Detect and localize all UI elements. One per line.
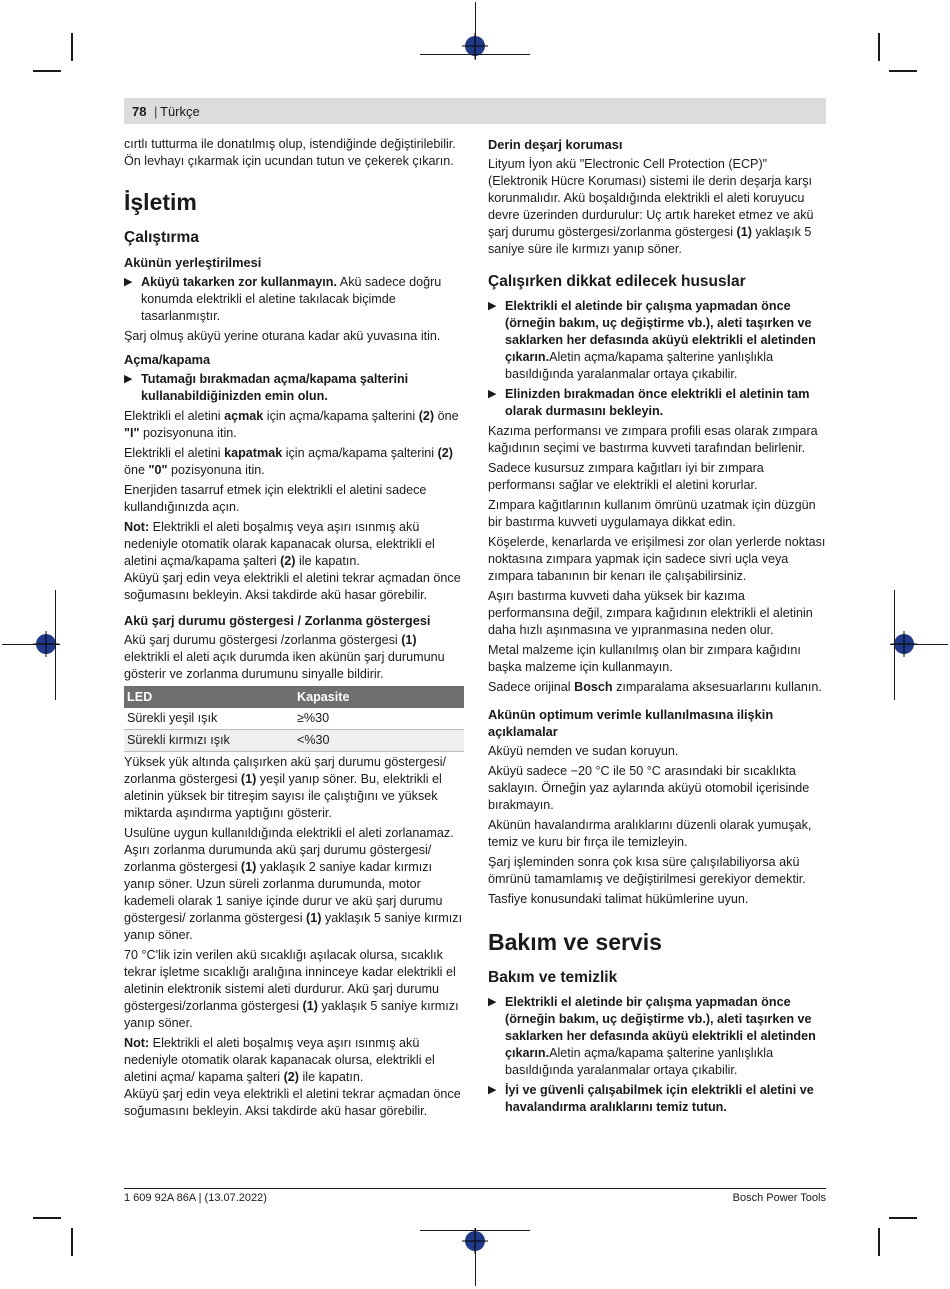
page-number: 78: [132, 104, 147, 119]
warning-bullet: [488, 1082, 826, 1116]
warning-bullet: [124, 274, 464, 325]
crop-mark: [33, 70, 61, 72]
warning-bullet: [124, 371, 464, 405]
bullet-text: Akü sadece doğru konumda elektrikli el aletine takılacak biçimde tasarlanmıştır.: [141, 275, 442, 323]
header-language: Türkçe: [160, 104, 200, 119]
paragraph-gosterge: Akü şarj durumu göstergesi /zorlanma göstergesi (1) elektrikli el aleti açık durumda iken akünün şarj durumunu gösterir ve zorlanma durumunu sinyalle bildirir.: [124, 633, 445, 681]
warning-bullet: [488, 994, 826, 1079]
section-title-bakim-servis: Bakım ve servis: [488, 929, 662, 955]
heading-akunun-yerlestirilmesi: Akünün yerleştirilmesi: [124, 255, 262, 270]
paragraph-usulune: Usulüne uygun kullanıldığında elektrikli el aleti zorlanamaz. Aşırı zorlanma durumunda akü şarj durumu göstergesi/ zorlanma göstergesi (1) yaklaşık 2 saniye kadar kırmızı yanıp söner. Uzun süreli zorlanma durumunda, motor kademeli olarak 1 saniye içinde durur ve akü şarj durumu göstergesi/ zorlanma göstergesi (1) yaklaşık 5 saniye kırmızı yanıp söner.: [124, 826, 463, 942]
paragraph: Şarj işleminden sonra çok kısa süre çalışılabiliyorsa akü ömrünü tamamlamış ve değiştirilmesi gerekiyor demektir.: [488, 855, 806, 886]
led-capacity-table: [124, 686, 464, 752]
bullet-arrow-icon: ▶: [488, 1084, 497, 1096]
bullet-bold-text: İyi ve güvenli çalışabilmek için elektrikli el aletini ve havalandırma aralıklarını temiz tutun.: [505, 1083, 814, 1114]
heading-aku-sarj-durumu: Akü şarj durumu göstergesi / Zorlanma göstergesi: [124, 613, 431, 628]
paragraph-derin: Lityum İyon akü "Electronic Cell Protection (ECP)" (Elektronik Hücre Koruması) sistemi ile derin deşarja karşı korunmalıdır. Akü boşaldığında elektrikli el aleti koruyucu devre üzerinden durdurulur: Uç artık hareket etmez ve akü şarj durumu göstergesi/zorlanma göstergesi (1) yaklaşık 5 saniye süre ile kırmızı yanıp söner.: [488, 157, 814, 256]
table-cell: Sürekli yeşil ışık: [124, 708, 294, 730]
intro-paragraph: cırtlı tutturma ile donatılmış olup, istendiğinde değiştirilebilir. Ön levhayı çıkarmak için ucundan tutun ve çekerek çıkarın.: [124, 137, 456, 168]
section-title-isletim: İşletim: [124, 189, 197, 215]
heading-derin-desarj: Derin deşarj koruması: [488, 137, 623, 152]
right-column: [488, 136, 826, 1119]
paragraph: Aküyü şarj edin veya elektrikli el aletini tekrar açmadan önce soğumasını bekleyin. Aksi takdirde akü hasar görebilir.: [124, 571, 461, 602]
registration-line: [55, 590, 56, 700]
crop-mark: [889, 1217, 917, 1219]
table-cell: ≥%30: [294, 708, 464, 730]
subsection-title-calisirken: Çalışırken dikkat edilecek hususlar: [488, 273, 746, 290]
crop-mark: [878, 33, 880, 61]
bullet-arrow-icon: ▶: [124, 276, 133, 288]
paragraph: Zımpara kağıtlarının kullanım ömrünü uzatmak için düzgün bir bastırma kuvveti uygulamaya dikkat edin.: [488, 498, 816, 529]
registration-line: [475, 2, 476, 60]
paragraph: Kazıma performansı ve zımpara profili esas olarak zımpara kağıdının seçimi ve bastırma kuvveti tarafından belirlenir.: [488, 424, 818, 455]
paragraph: Aşırı bastırma kuvveti daha yüksek bir kazıma performansına değil, zımpara kağıdının elektrikli el aletinin daha hızlı aşınmasına ve yıpranmasına neden olur.: [488, 589, 813, 637]
crop-mark: [71, 33, 73, 61]
bullet-arrow-icon: ▶: [488, 996, 497, 1008]
bullet-arrow-icon: ▶: [488, 388, 497, 400]
bullet-text: Aletin açma/kapama şalterine yanlışlıkla basıldığında yaralanmalar ortaya çıkabilir.: [505, 1046, 774, 1077]
table-cell: Sürekli kırmızı ışık: [124, 730, 294, 752]
paragraph: Şarj olmuş aküyü yerine oturana kadar akü yuvasına itin.: [124, 329, 441, 343]
paragraph-orijinal: Sadece orijinal Bosch zımparalama aksesuarlarını kullanın.: [488, 680, 822, 694]
left-column: [124, 136, 464, 1123]
crop-mark: [889, 70, 917, 72]
paragraph: Tasfiye konusundaki talimat hükümlerine uyun.: [488, 892, 749, 906]
warning-bullet: [488, 298, 826, 383]
paragraph: Aküyü şarj edin veya elektrikli el aletini tekrar açmadan önce soğumasını bekleyin. Aksi takdirde akü hasar görebilir.: [124, 1087, 461, 1118]
crop-mark: [33, 1217, 61, 1219]
note-paragraph: Not: Elektrikli el aleti boşalmış veya aşırı ısınmış akü nedeniyle otomatik olarak kapanacak olursa, elektrikli el aletini açma/kapama şalteri (2) ile kapatın.: [124, 520, 435, 568]
registration-line: [475, 1228, 476, 1286]
header-separator: |: [154, 104, 158, 119]
table-header-led: LED: [124, 686, 294, 708]
footer-brand: Bosch Power Tools: [732, 1192, 826, 1204]
warning-bullet: [488, 386, 826, 420]
paragraph: Sadece kusursuz zımpara kağıtları iyi bir zımpara performansı sağlar ve elektrikli el aletini korurlar.: [488, 461, 764, 492]
bullet-bold-text: Elektrikli el aletinde bir çalışma yapmadan önce (örneğin bakım, uç değiştirme vb.), aleti taşırken ve saklarken her defasında aküyü elektrikli el aletinden çıkarın.: [505, 995, 816, 1060]
registration-line: [420, 54, 530, 55]
table-row: [124, 730, 464, 752]
paragraph: Enerjiden tasarruf etmek için elektrikli el aletini sadece kullandığınızda açın.: [124, 483, 427, 514]
paragraph: Aküyü nemden ve sudan koruyun.: [488, 744, 679, 758]
paragraph-kapatmak: Elektrikli el aletini kapatmak için açma/kapama şalterini (2) öne "0" pozisyonuna itin.: [124, 446, 453, 477]
heading-acma-kapama: Açma/kapama: [124, 352, 211, 367]
crop-mark: [71, 1228, 73, 1256]
bullet-arrow-icon: ▶: [124, 373, 133, 385]
paragraph: Metal malzeme için kullanılmış olan bir zımpara kağıdını başka malzeme için kullanmayın.: [488, 643, 801, 674]
heading-optimum: Akünün optimum verimle kullanılmasına ilişkin açıklamalar: [488, 707, 774, 739]
registration-line: [894, 590, 895, 700]
registration-line: [420, 1230, 530, 1231]
paragraph-70: 70 °C'lik izin verilen akü sıcaklığı aşılacak olursa, sıcaklık tekrar işletme sıcaklığı aralığına inninceye kadar elektrikli el aletinin elektronik sistemi aleti durdurur. Akü şarj durumu göstergesi/zorlanma göstergesi (1) yaklaşık 5 saniye kırmızı yanıp söner.: [124, 948, 459, 1030]
bullet-text: Aletin açma/kapama şalterine yanlışlıkla basıldığında yaralanmalar ortaya çıkabilir.: [505, 350, 774, 381]
table-cell: <%30: [294, 730, 464, 752]
paragraph: Akünün havalandırma aralıklarını düzenli olarak yumuşak, temiz ve kuru bir fırça ile temizleyin.: [488, 818, 812, 849]
bullet-bold-text: Aküyü takarken zor kullanmayın.: [141, 275, 337, 289]
footer-document-id: 1 609 92A 86A | (13.07.2022): [124, 1192, 267, 1204]
page-header-bar: [124, 98, 826, 124]
table-header-kapasite: Kapasite: [294, 686, 464, 708]
bullet-bold-text: Tutamağı bırakmadan açma/kapama şalterini kullanabildiğinizden emin olun.: [141, 372, 409, 403]
note-paragraph: Not: Elektrikli el aleti boşalmış veya aşırı ısınmış akü nedeniyle otomatik olarak kapanacak olursa, elektrikli el aletini açma/ kapama şalteri (2) ile kapatın.: [124, 1036, 435, 1084]
crop-mark: [878, 1228, 880, 1256]
paragraph: Köşelerde, kenarlarda ve erişilmesi zor olan yerlerde noktası noktasına zımpara yapmak için sadece sivri uçla veya zımpara tabanının bir kenarı ile çalışabilirsiniz.: [488, 535, 826, 583]
bullet-bold-text: Elektrikli el aletinde bir çalışma yapmadan önce (örneğin bakım, uç değiştirme vb.), aleti taşırken ve saklarken her defasında aküyü elektrikli el aletinden çıkarın.: [505, 299, 816, 364]
subsection-title-bakim-temizlik: Bakım ve temizlik: [488, 969, 618, 986]
paragraph-acmak: Elektrikli el aletini açmak için açma/kapama şalterini (2) öne "I" pozisyonuna itin.: [124, 409, 459, 440]
paragraph: Aküyü sadece −20 °C ile 50 °C arasındaki bir sıcaklıkta saklayın. Örneğin yaz aylarında aküyü otomobil içerisinde bırakmayın.: [488, 764, 810, 812]
footer-rule: [124, 1188, 826, 1189]
registration-line: [890, 644, 948, 645]
bullet-bold-text: Elinizden bırakmadan önce elektrikli el aletinin tam olarak durmasını bekleyin.: [505, 387, 810, 418]
paragraph-yuksek: Yüksek yük altında çalışırken akü şarj durumu göstergesi/ zorlanma göstergesi (1) yeşil yanıp söner. Bu, elektrikli el aletinin yüksek bir titreşim sayısı ile çalıştığını ve yüksek miktarda aşındırma yaptığını gösterir.: [124, 755, 446, 820]
table-row: [124, 708, 464, 730]
subsection-title-calistirma: Çalıştırma: [124, 229, 199, 246]
bullet-arrow-icon: ▶: [488, 300, 497, 312]
registration-line: [2, 644, 60, 645]
